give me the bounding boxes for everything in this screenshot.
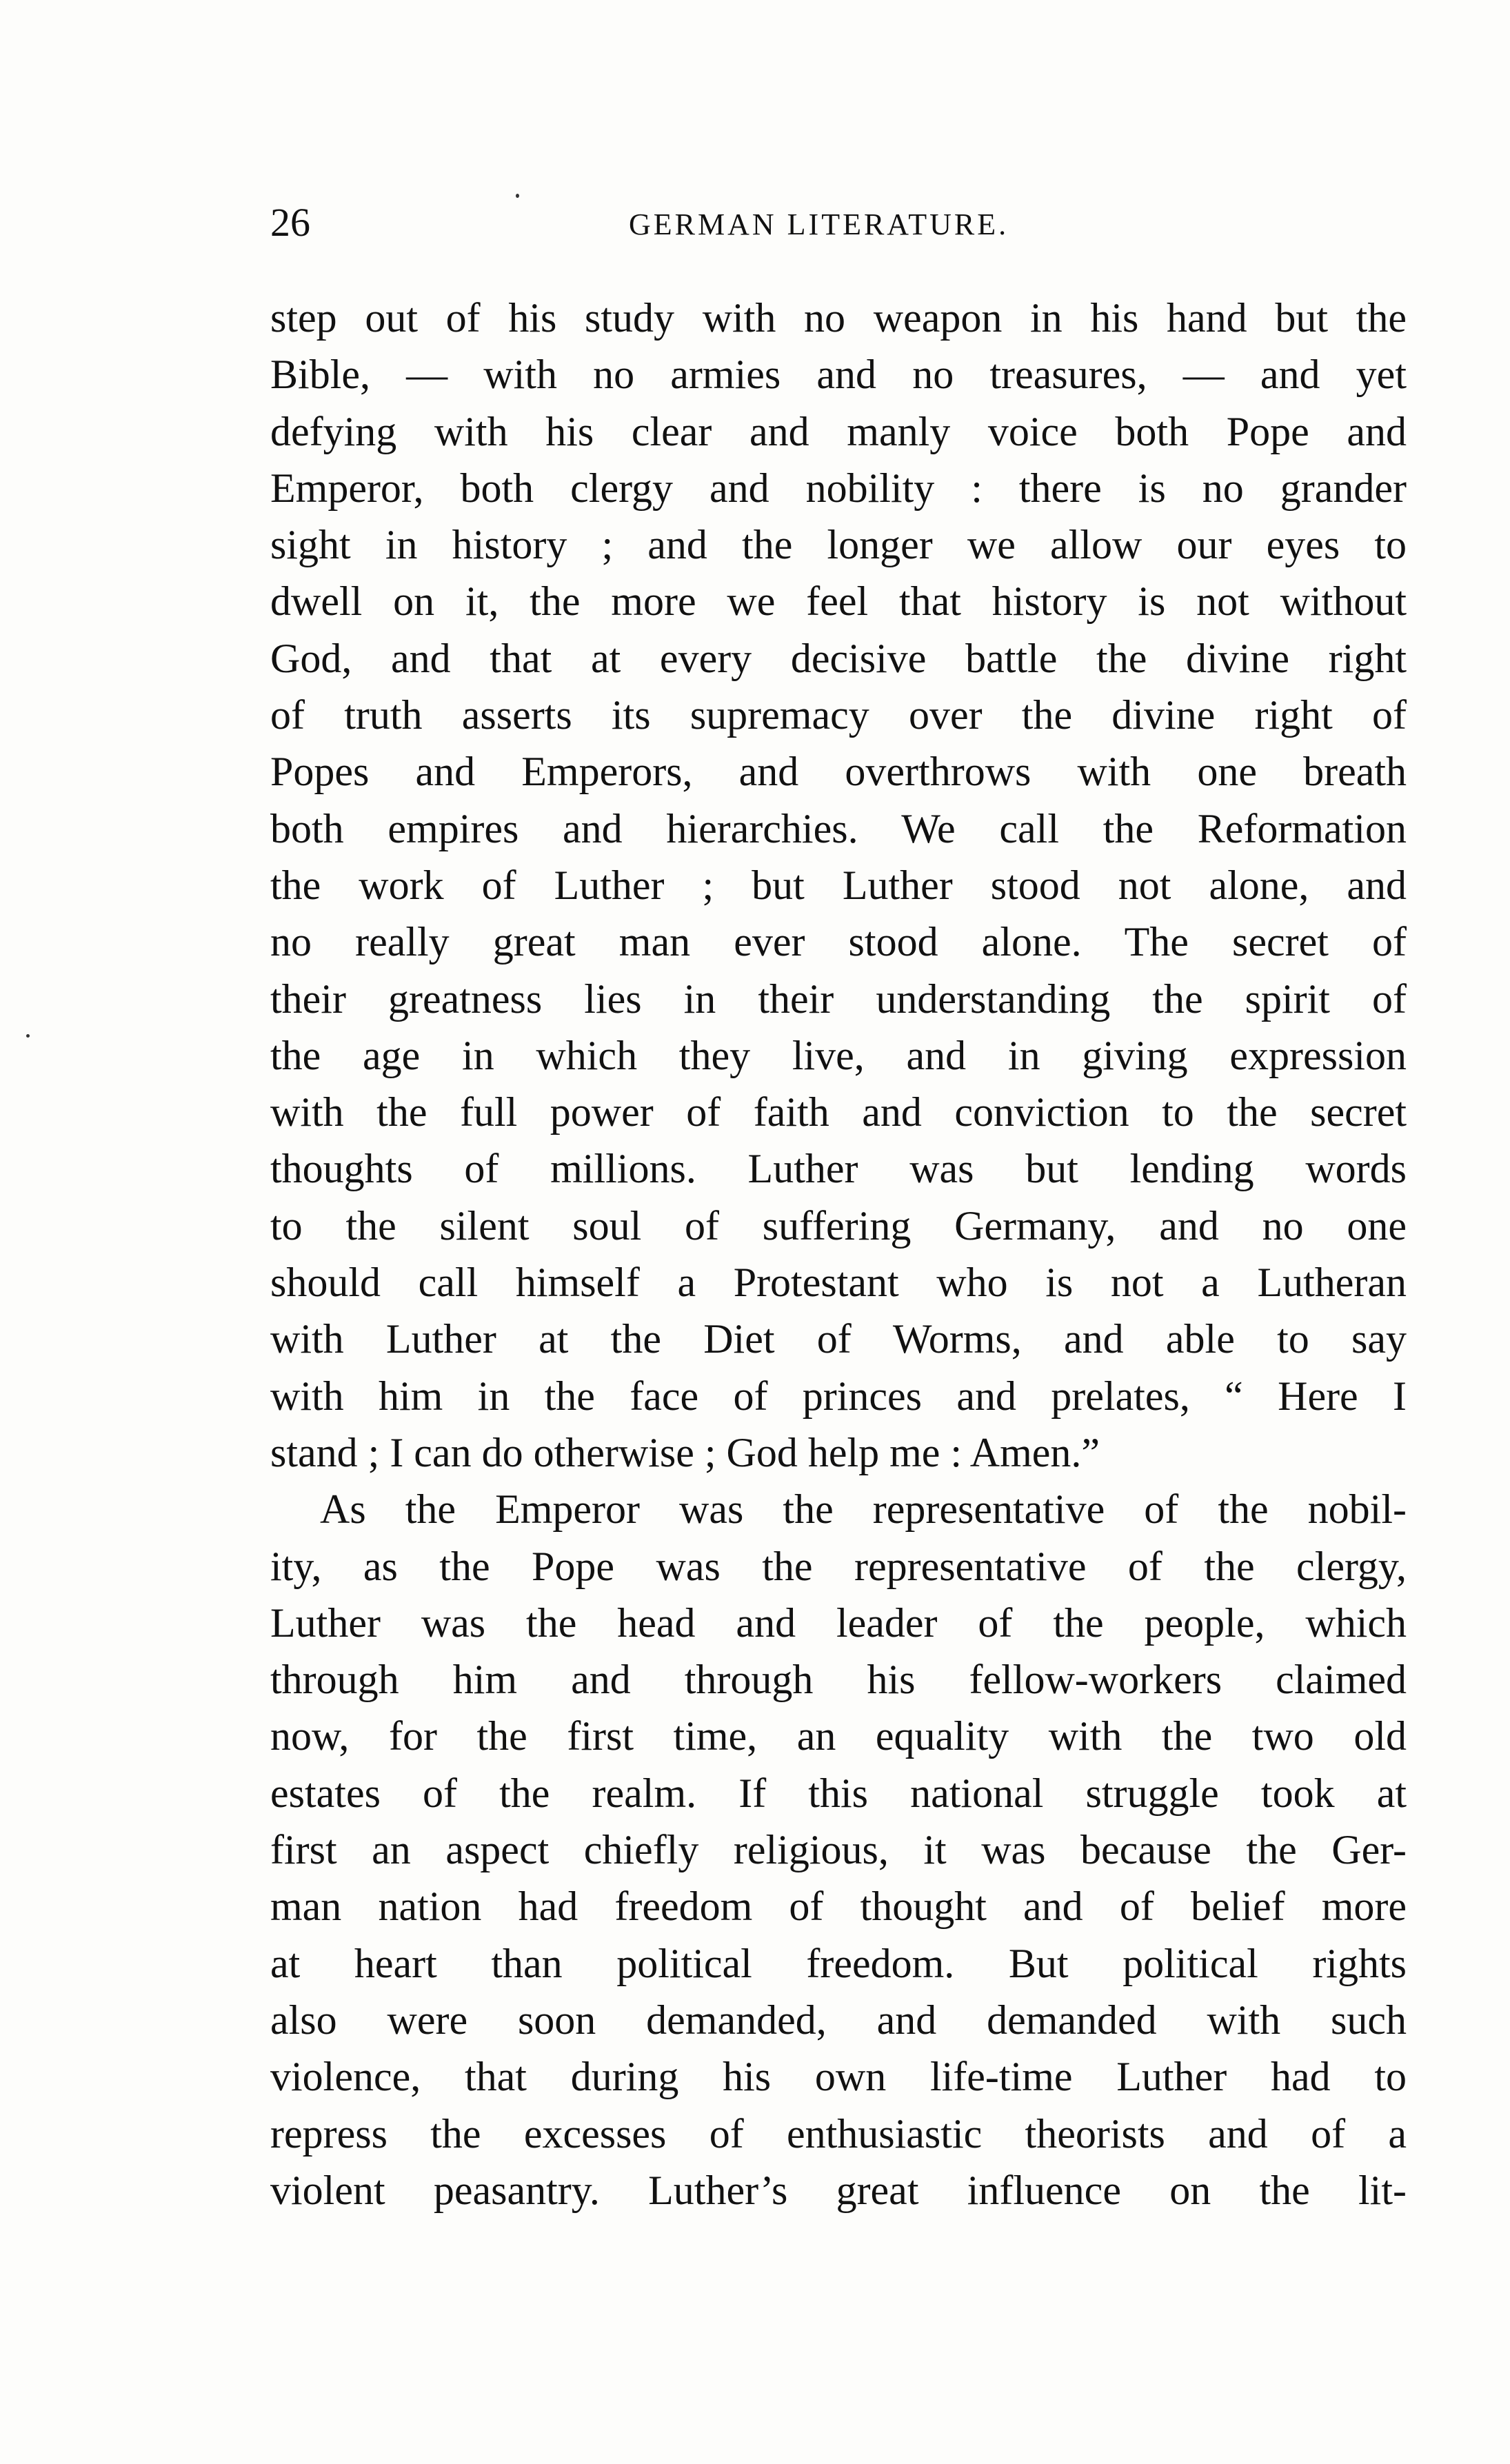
text-line: Bible, — with no armies and no treasures, — and yet: [270, 352, 1407, 398]
text-line: ity, as the Pope was the representative of the clergy,: [270, 1543, 1407, 1589]
ink-speck: [516, 194, 519, 198]
text-line: now, for the first time, an equality with the two old: [270, 1713, 1407, 1759]
text-line: at heart than political freedom. But political rights: [270, 1940, 1407, 1986]
paragraph-end-line: stand ; I can do otherwise ; God help me : Amen.”: [270, 1429, 1100, 1475]
text-line: the work of Luther ; but Luther stood not alone, and: [270, 862, 1407, 908]
text-line: should call himself a Protestant who is not a Lutheran: [270, 1260, 1407, 1306]
body-text: [270, 290, 1407, 2219]
paragraph-start-line: As the Emperor was the representative of the nobil-: [320, 1486, 1407, 1533]
running-title: GERMAN LITERATURE.: [629, 208, 1009, 241]
text-line: repress the excesses of enthusiastic theorists and of a: [270, 2110, 1407, 2157]
text-line: step out of his study with no weapon in his hand but the: [270, 295, 1407, 341]
text-line: through him and through his fellow-workers claimed: [270, 1657, 1407, 1703]
text-line: no really great man ever stood alone. The secret of: [270, 919, 1407, 965]
text-line: with the full power of faith and conviction to the secret: [270, 1089, 1407, 1135]
text-line: with him in the face of princes and prelates, “ Here I: [270, 1373, 1407, 1419]
text-line: both empires and hierarchies. We call the Reformation: [270, 805, 1407, 851]
text-line: with Luther at the Diet of Worms, and able to say: [270, 1316, 1407, 1362]
ink-speck: [26, 1034, 30, 1038]
text-line: Luther was the head and leader of the people, which: [270, 1599, 1407, 1646]
text-line: of truth asserts its supremacy over the divine right of: [270, 692, 1407, 738]
text-line: estates of the realm. If this national struggle took at: [270, 1770, 1407, 1816]
text-line: dwell on it, the more we feel that history is not without: [270, 578, 1407, 625]
text-line: their greatness lies in their understanding the spirit of: [270, 976, 1407, 1022]
page-number: 26: [270, 200, 310, 245]
text-line: man nation had freedom of thought and of belief more: [270, 1884, 1407, 1930]
text-line: sight in history ; and the longer we allow our eyes to: [270, 522, 1407, 568]
page-header: [270, 199, 1415, 247]
text-line: violent peasantry. Luther’s great influence on the lit-: [270, 2167, 1407, 2213]
text-line: Emperor, both clergy and nobility : there is no grander: [270, 465, 1407, 511]
text-line: the age in which they live, and in giving expression: [270, 1032, 1407, 1078]
text-line: violence, that during his own life-time Luther had to: [270, 2054, 1407, 2100]
text-line: to the silent soul of suffering Germany, and no one: [270, 1202, 1407, 1249]
text-line: God, and that at every decisive battle the divine right: [270, 635, 1407, 681]
text-line: thoughts of millions. Luther was but lending words: [270, 1146, 1407, 1192]
text-line: first an aspect chiefly religious, it was because the Ger-: [270, 1827, 1407, 1873]
text-line: Popes and Emperors, and overthrows with one breath: [270, 749, 1407, 795]
text-line: defying with his clear and manly voice both Pope and: [270, 408, 1407, 454]
text-line: also were soon demanded, and demanded with such: [270, 1997, 1407, 2043]
